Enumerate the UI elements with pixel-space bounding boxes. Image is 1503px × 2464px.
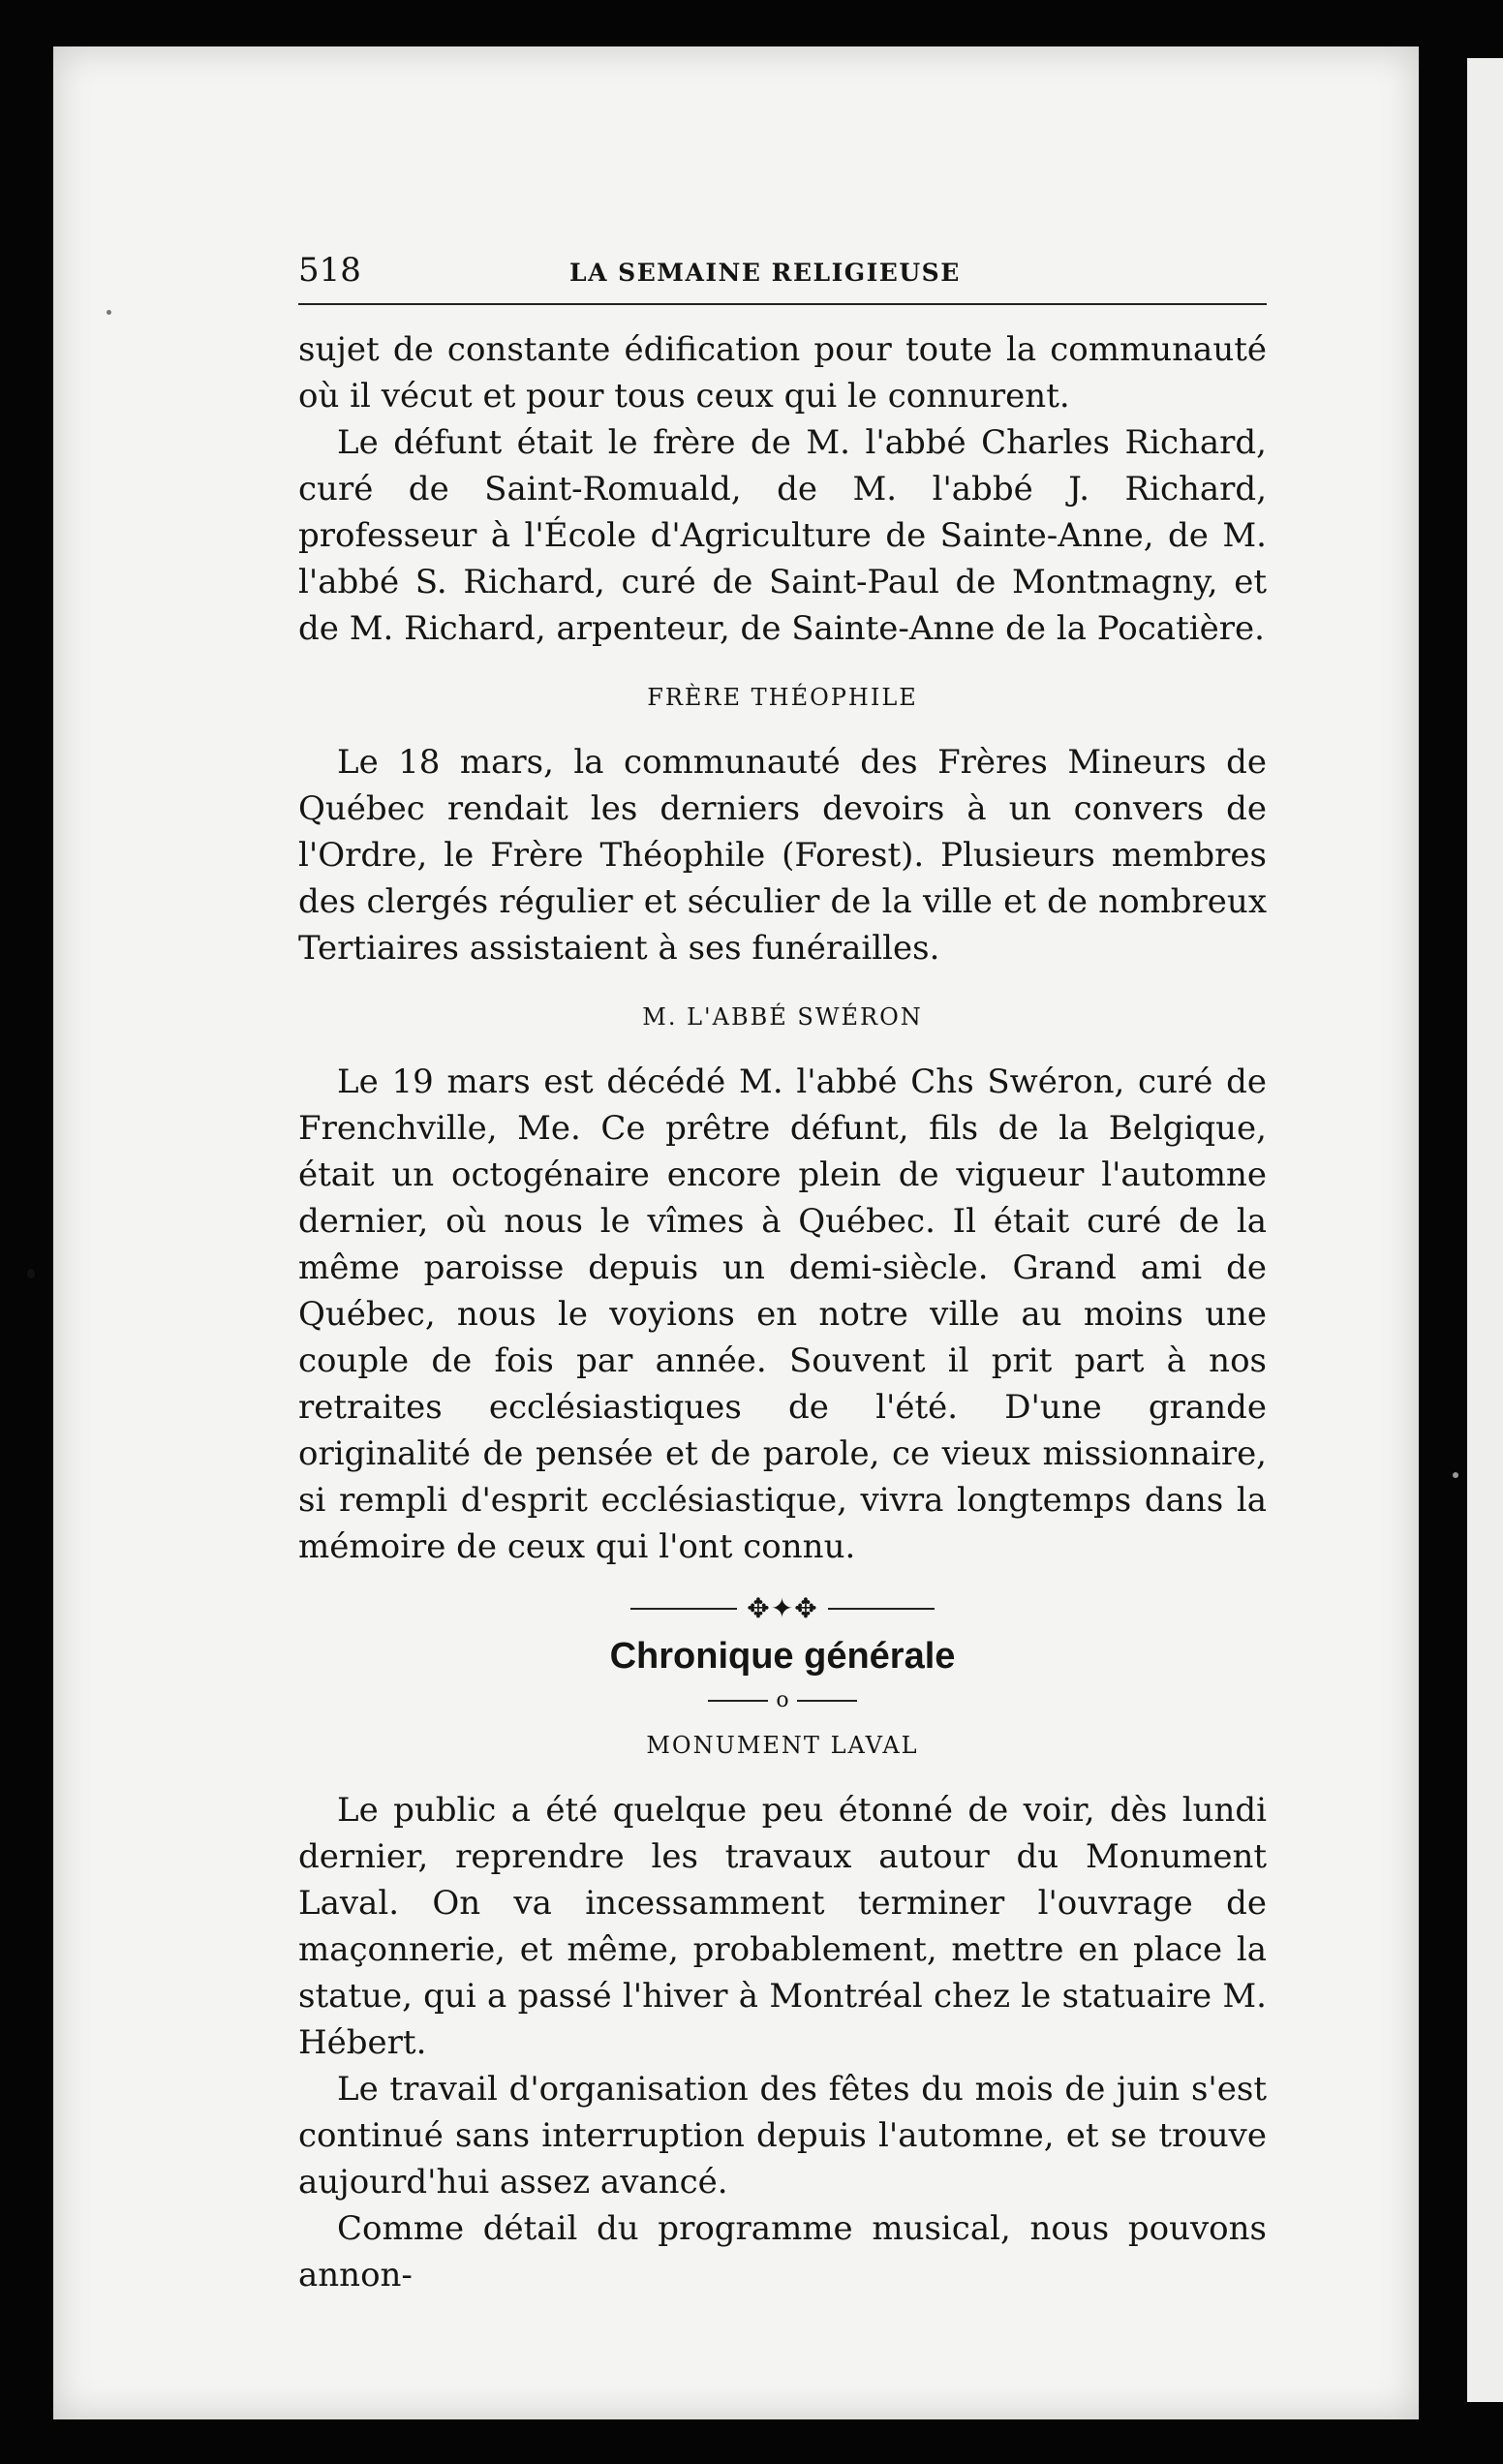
divider-line <box>828 1608 935 1610</box>
divider-line <box>630 1608 737 1610</box>
running-title: LA SEMAINE RELIGIEUSE <box>569 259 961 287</box>
divider-glyph: o <box>776 1688 789 1712</box>
fleuron-ornament: ✥✦✥ <box>747 1592 818 1624</box>
paragraph: Le 19 mars est décédé M. l'abbé Chs Swéron, curé de Frenchville, Me. Ce prêtre défunt, fils de la Belgique, était un octogénaire encore plein de vigueur l'automne dernier, où nous le vîmes à Québec. Il était curé de la même paroisse depuis un demi-siècle. Grand ami de Québec, nous le voyions en notre ville au moins une couple de fois par année. Souvent il prit part à nos retraites ecclésiastiques de l'été. D'une grande originalité de pensée et de parole, ce vieux missionnaire, si rempli d'esprit ecclésiastique, vivra longtemps dans la mémoire de ceux qui l'ont connu. <box>298 1063 1267 1566</box>
scan-speck <box>1453 1472 1458 1478</box>
section-heading: MONUMENT LAVAL <box>646 1732 919 1759</box>
scan-speck <box>27 1269 35 1278</box>
paragraph: Comme détail du programme musical, nous pouvons annon- <box>298 2209 1267 2295</box>
scan-speck <box>107 310 111 315</box>
paragraph: Le défunt était le frère de M. l'abbé Charles Richard, curé de Saint-Romuald, de M. l'abbé J. Richard, professeur à l'École d'Agriculture de Sainte-Anne, de M. l'abbé S. Richard, curé de Saint-Paul de Montmagny, et de M. Richard, arpenteur, de Sainte-Anne de la Pocatière. <box>298 423 1267 648</box>
page-number: 518 <box>298 251 361 290</box>
section-heading: FRÈRE THÉOPHILE <box>647 684 918 711</box>
page-text <box>298 247 1267 2298</box>
ornamental-divider <box>298 1591 1267 1626</box>
paragraph: Le travail d'organisation des fêtes du mois de juin s'est continué sans interruption depuis l'automne, et se trouve aujourd'hui assez avancé. <box>298 2070 1267 2202</box>
small-divider <box>298 1686 1267 1715</box>
paragraph: Le 18 mars, la communauté des Frères Mineurs de Québec rendait les derniers devoirs à un convers de l'Ordre, le Frère Théophile (Forest). Plusieurs membres des clergés régulier et séculier de la ville et de nombreux Tertiaires assistaient à ses funérailles. <box>298 743 1267 968</box>
paragraph: Le public a été quelque peu étonné de voir, dès lundi dernier, reprendre les travaux autour du Monument Laval. On va incessamment terminer l'ouvrage de maçonnerie, et même, probablement, mettre en place la statue, qui a passé l'hiver à Montréal chez le statuaire M. Hébert. <box>298 1791 1267 2062</box>
chronique-title: Chronique générale <box>609 1636 956 1677</box>
page-header <box>298 247 1267 297</box>
header-rule <box>298 303 1267 305</box>
adjacent-page-edge <box>1467 58 1503 2402</box>
divider-line <box>797 1700 857 1702</box>
paragraph: sujet de constante édification pour toute la communauté où il vécut et pour tous ceux qui le connurent. <box>298 330 1267 416</box>
section-heading: M. L'ABBÉ SWÉRON <box>642 1003 923 1031</box>
divider-line <box>708 1700 768 1702</box>
